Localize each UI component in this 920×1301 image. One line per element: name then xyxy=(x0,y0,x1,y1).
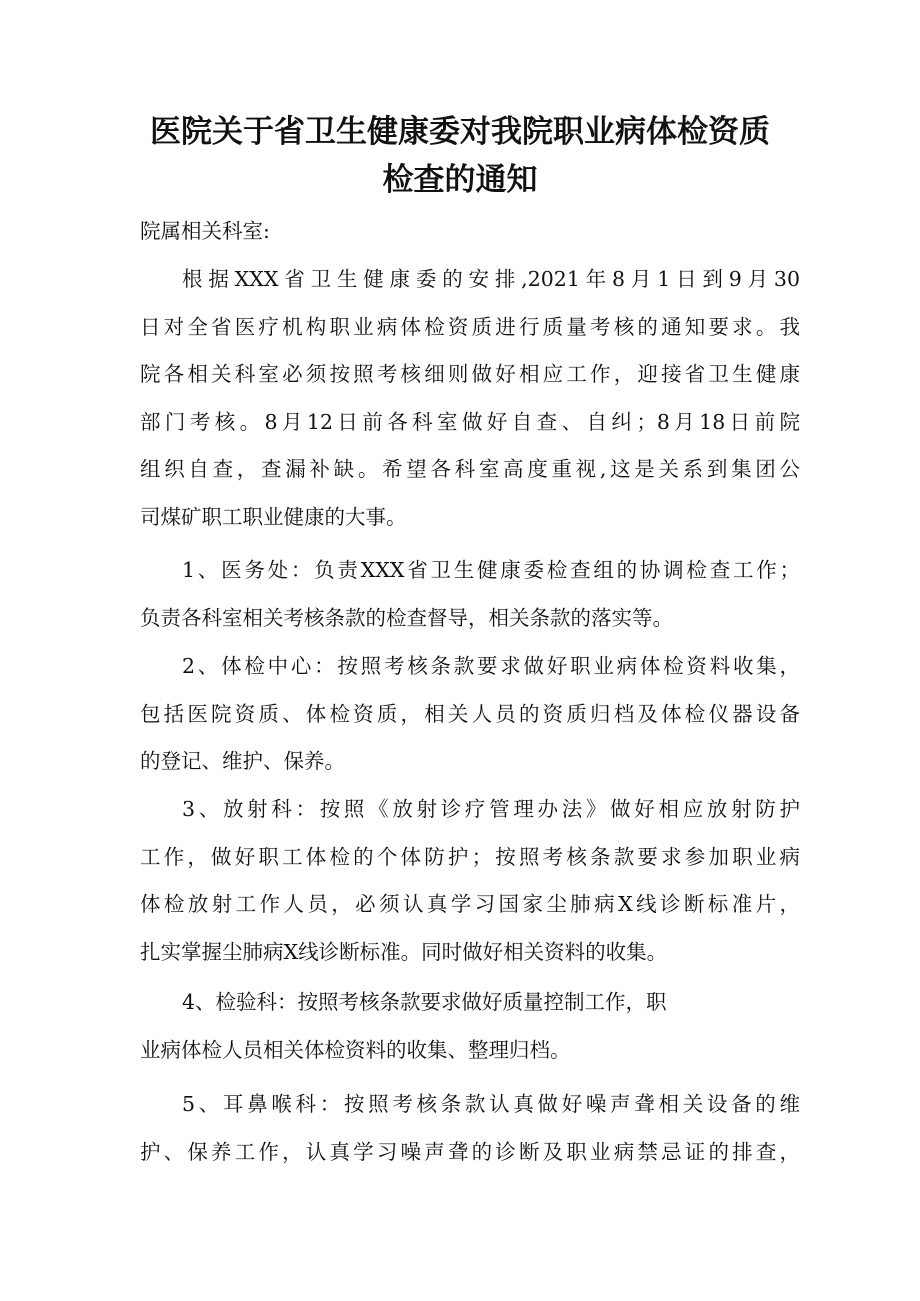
document-title-line-1: 医院关于省卫生健康委对我院职业病体检资质 xyxy=(150,114,770,150)
paragraph-line: 扎实掌握尘肺病X线诊断标准。同时做好相关资料的收集。 xyxy=(140,939,668,964)
paragraph-line: 的登记、维护、保养。 xyxy=(140,749,345,773)
paragraph-line: 工作，做好职工体检的个体防护；按照考核条款要求参加职业病 xyxy=(140,844,800,869)
paragraph-line: 根据XXX省卫生健康委的安排,2021年8月1日到9月30 xyxy=(182,267,800,291)
paragraph-item-5 xyxy=(140,1081,800,1176)
paragraph-line: 院各相关科室必须按照考核细则做好相应工作，迎接省卫生健康 xyxy=(140,362,800,386)
paragraph-line: 司煤矿职工职业健康的大事。 xyxy=(140,504,407,529)
paragraph-item-2 xyxy=(140,643,800,786)
paragraph-line: 负责各科室相关考核条款的检查督导，相关条款的落实等。 xyxy=(140,605,673,630)
paragraph-line: 业病体检人员相关体检资料的收集、整理归档。 xyxy=(140,1037,571,1062)
paragraph-item-4 xyxy=(140,979,800,1074)
paragraph-line: 护、保养工作，认真学习噪声聋的诊断及职业病禁忌证的排查， xyxy=(140,1139,800,1164)
paragraph-line: 部门考核。8月12日前各科室做好自查、自纠；8月18日前院 xyxy=(140,409,800,434)
document-title-line-2: 检查的通知 xyxy=(382,162,538,198)
paragraph-line: 包括医院资质、体检资质，相关人员的资质归档及体检仪器设备 xyxy=(140,701,800,726)
paragraph-line: 1、医务处：负责XXX省卫生健康委检查组的协调检查工作； xyxy=(182,558,800,582)
paragraph-line: 组织自查，查漏补缺。希望各科室高度重视,这是关系到集团公 xyxy=(140,457,800,481)
paragraph-line: 3、放射科：按照《放射诊疗管理办法》做好相应放射防护 xyxy=(182,797,800,821)
paragraph-line: 5、耳鼻喉科：按照考核条款认真做好噪声聋相关设备的维 xyxy=(182,1092,800,1116)
paragraph-line: 体检放射工作人员，必须认真学习国家尘肺病X线诊断标准片， xyxy=(140,892,800,916)
paragraph-line: 2、体检中心：按照考核条款要求做好职业病体检资料收集， xyxy=(182,654,800,678)
paragraph-line: 日对全省医疗机构职业病体检资质进行质量考核的通知要求。我 xyxy=(140,314,800,339)
salutation: 院属相关科室: xyxy=(140,219,270,243)
paragraph-item-3 xyxy=(140,786,800,976)
paragraph-intro xyxy=(140,256,800,541)
paragraph-item-1 xyxy=(140,547,800,642)
paragraph-line: 4、检验科：按照考核条款要求做好质量控制工作，职 xyxy=(182,990,667,1014)
